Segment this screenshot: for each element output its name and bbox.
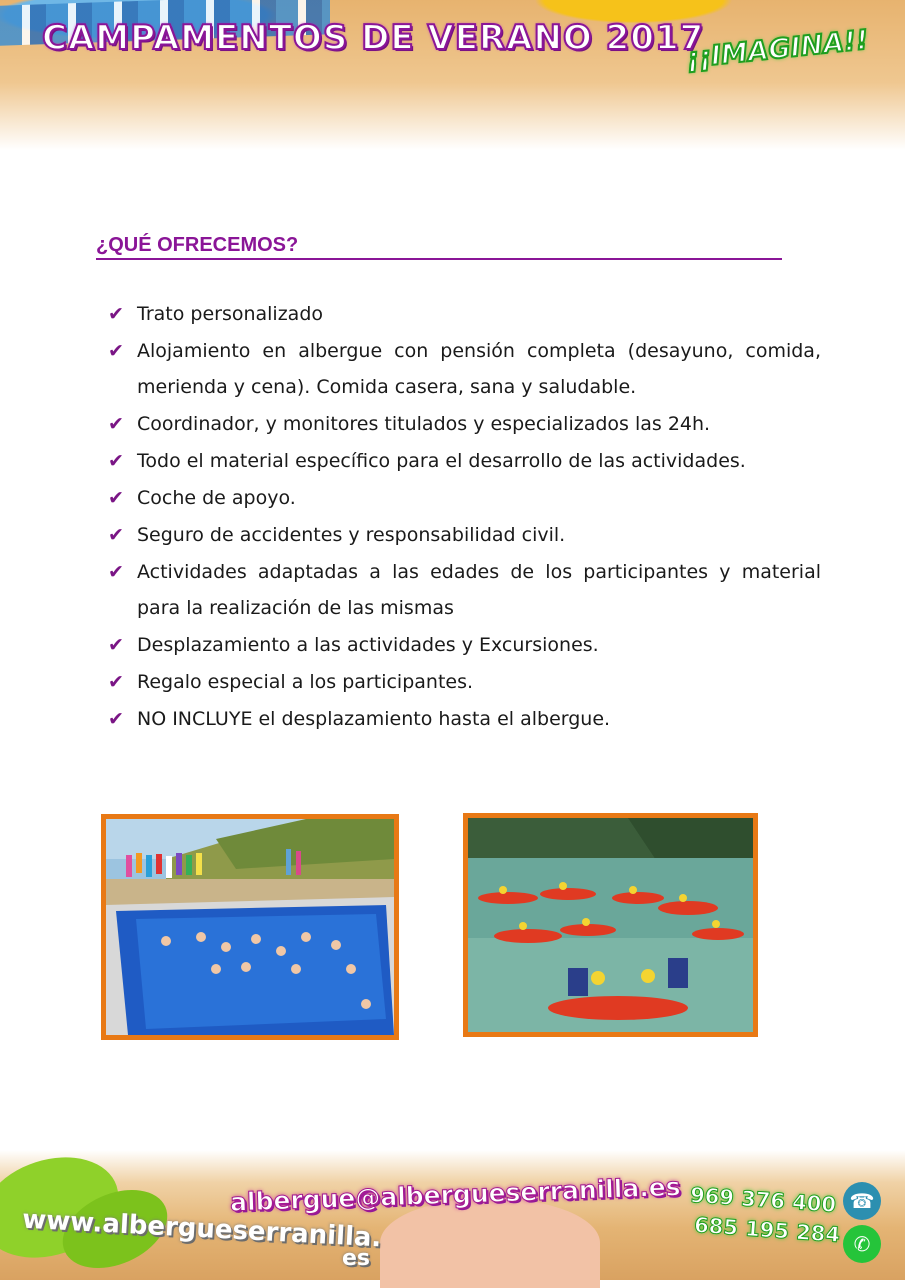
- header-banner: [0, 0, 905, 150]
- list-item: [108, 701, 821, 737]
- list-item-text: Actividades adaptadas a las edades de los participantes y material para la realización de las mismas: [137, 561, 821, 619]
- list-item-text: NO INCLUYE el desplazamiento hasta el albergue.: [137, 708, 611, 730]
- pool-photo: [101, 814, 399, 1040]
- list-item-text: Trato personalizado: [137, 303, 324, 325]
- list-item: [108, 443, 821, 479]
- section-title: ¿QUÉ OFRECEMOS?: [96, 234, 782, 260]
- checkmark-icon: ✔: [108, 708, 124, 730]
- list-item-text: Coche de apoyo.: [137, 487, 296, 509]
- list-item: [108, 554, 821, 626]
- list-item-text: Alojamiento en albergue con pensión completa (desayuno, comida, merienda y cena). Comida casera, sana y saludable.: [137, 340, 821, 398]
- checkmark-icon: ✔: [108, 450, 124, 472]
- footer-banner: [0, 1150, 905, 1280]
- kayak-photo: [463, 813, 758, 1037]
- list-item-text: Seguro de accidentes y responsabilidad civil.: [137, 524, 566, 546]
- checkmark-icon: ✔: [108, 561, 124, 583]
- list-item: [108, 406, 821, 442]
- list-item: [108, 333, 821, 405]
- list-item-text: Coordinador, y monitores titulados y especializados las 24h.: [137, 413, 711, 435]
- checkmark-icon: ✔: [108, 340, 124, 362]
- hand-decoration: [380, 1198, 600, 1288]
- contact-email[interactable]: albergue@albergueserranilla.es: [229, 1172, 681, 1217]
- list-item: [108, 296, 821, 332]
- website-suffix: es: [342, 1246, 371, 1271]
- list-item: [108, 627, 821, 663]
- header-badge: ¡¡IMAGINA!!: [684, 24, 870, 75]
- website-link[interactable]: www.albergueserranilla.: [21, 1204, 383, 1254]
- list-item: [108, 664, 821, 700]
- checkmark-icon: ✔: [108, 671, 124, 693]
- checkmark-icon: ✔: [108, 303, 124, 325]
- list-item-text: Regalo especial a los participantes.: [137, 671, 474, 693]
- checkmark-icon: ✔: [108, 487, 124, 509]
- checkmark-icon: ✔: [108, 413, 124, 435]
- phone-number-landline[interactable]: 969 376 400: [689, 1182, 837, 1218]
- list-item-text: Todo el material específico para el desarrollo de las actividades.: [137, 450, 746, 472]
- phone-number-mobile[interactable]: 685 195 284: [693, 1212, 841, 1248]
- whatsapp-icon: ✆: [843, 1225, 881, 1263]
- list-item: [108, 480, 821, 516]
- offer-list: [108, 296, 821, 738]
- checkmark-icon: ✔: [108, 634, 124, 656]
- checkmark-icon: ✔: [108, 524, 124, 546]
- list-item-text: Desplazamiento a las actividades y Excursiones.: [137, 634, 599, 656]
- header-title: CAMPAMENTOS DE VERANO 2017: [42, 18, 705, 58]
- list-item: [108, 517, 821, 553]
- telephone-icon: ☎: [843, 1182, 881, 1220]
